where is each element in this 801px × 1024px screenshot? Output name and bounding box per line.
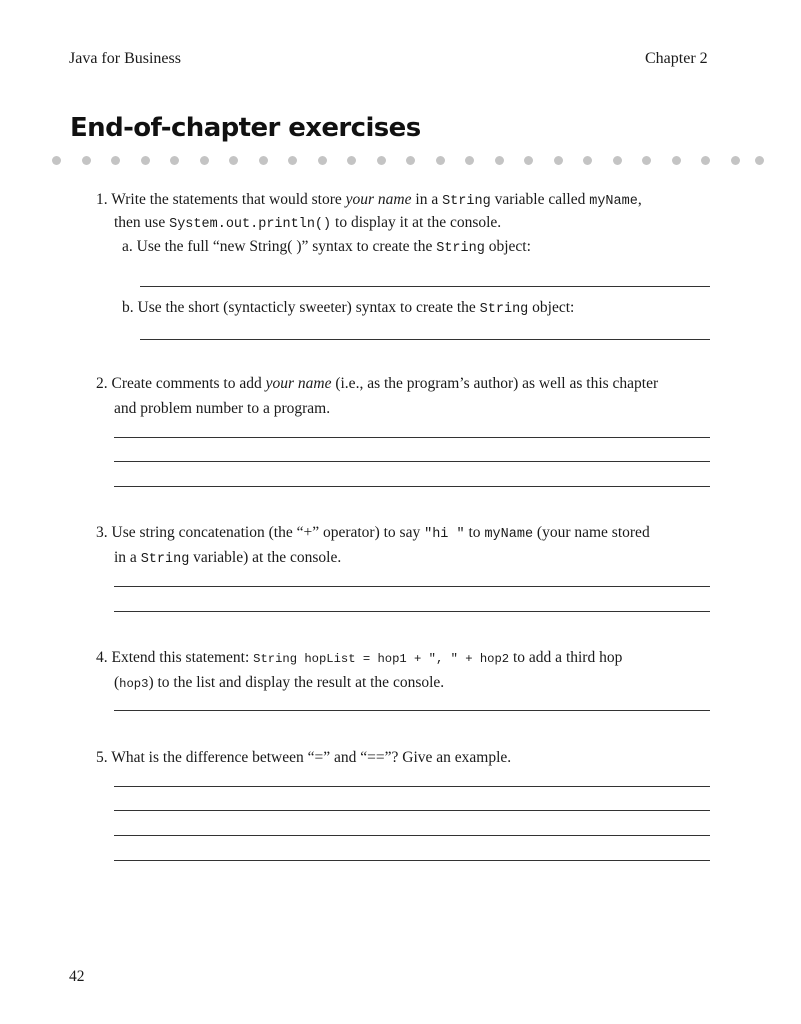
divider-dot xyxy=(613,156,622,165)
answer-line[interactable] xyxy=(114,786,710,787)
divider-dot xyxy=(495,156,504,165)
divider-dot xyxy=(583,156,592,165)
divider-dot xyxy=(554,156,563,165)
exercise-2-line-2: and problem number to a program. xyxy=(114,400,331,417)
answer-line[interactable] xyxy=(140,339,710,340)
text: to add a third hop xyxy=(509,649,623,666)
text: Use the short (syntacticly sweeter) syntax to create the xyxy=(137,299,480,316)
page-number: 42 xyxy=(69,968,85,985)
text: to display it at the console. xyxy=(331,214,502,231)
divider-dot xyxy=(288,156,297,165)
answer-line[interactable] xyxy=(114,710,710,711)
answer-line[interactable] xyxy=(114,586,710,587)
text: variable) at the console. xyxy=(189,549,342,566)
page-title: End-of-chapter exercises xyxy=(70,113,421,143)
divider-dot xyxy=(259,156,268,165)
text: , xyxy=(637,191,642,208)
divider-dot xyxy=(731,156,740,165)
running-header-book: Java for Business xyxy=(69,50,181,67)
text: ( xyxy=(114,674,120,691)
divider-dot xyxy=(111,156,120,165)
answer-line[interactable] xyxy=(114,461,710,462)
code: myName xyxy=(484,527,534,542)
emphasis: your name xyxy=(345,191,412,208)
exercise-4-line-1 xyxy=(96,648,622,669)
code: String xyxy=(442,194,491,209)
text: object: xyxy=(528,299,575,316)
divider-dot xyxy=(347,156,356,165)
answer-line[interactable] xyxy=(114,810,710,811)
code: String xyxy=(479,302,529,317)
text: (i.e., as the program’s author) as well as this chapter xyxy=(331,375,659,392)
divider-dot xyxy=(406,156,415,165)
answer-line[interactable] xyxy=(114,611,710,612)
code: myName xyxy=(589,194,638,209)
running-header-chapter: Chapter 2 xyxy=(645,50,708,67)
exercise-3-line-1 xyxy=(96,523,650,545)
exercise-2-number: 2. xyxy=(96,375,108,392)
answer-line[interactable] xyxy=(114,860,710,861)
text: Extend this statement: xyxy=(111,649,254,666)
text: to xyxy=(464,524,485,541)
code: String xyxy=(140,552,190,567)
divider-dot xyxy=(755,156,764,165)
text: Use the full “new String( )” syntax to create the xyxy=(136,238,437,255)
text: in a xyxy=(411,191,443,208)
divider-dot xyxy=(229,156,238,165)
divider-dot xyxy=(141,156,150,165)
exercise-1b xyxy=(122,298,574,320)
text: Create comments to add xyxy=(111,375,266,392)
code: String xyxy=(436,241,485,256)
answer-line[interactable] xyxy=(114,835,710,836)
text: (your name stored xyxy=(533,524,650,541)
exercise-1-number: 1. xyxy=(96,191,108,208)
exercise-1-line-2 xyxy=(114,213,501,235)
answer-line[interactable] xyxy=(140,286,710,287)
answer-line[interactable] xyxy=(114,486,710,487)
divider-dot xyxy=(672,156,681,165)
exercise-1a xyxy=(122,237,531,259)
code: hop3 xyxy=(119,677,149,691)
divider-dot xyxy=(436,156,445,165)
exercise-3-number: 3. xyxy=(96,524,108,541)
emphasis: your name xyxy=(265,375,332,392)
text: object: xyxy=(484,238,531,255)
code: System.out.println() xyxy=(169,217,332,232)
divider-dot xyxy=(170,156,179,165)
exercise-3-line-2 xyxy=(114,548,341,570)
exercise-5-line-1 xyxy=(96,748,511,768)
text: ) to the list and display the result at the console. xyxy=(148,674,445,691)
dotted-divider xyxy=(52,155,764,167)
text: then use xyxy=(114,214,170,231)
exercise-1a-label: a. xyxy=(122,238,133,255)
text: Use string concatenation (the “+” operator) to say xyxy=(111,524,425,541)
divider-dot xyxy=(642,156,651,165)
exercise-2-line-1 xyxy=(96,374,658,394)
code: "hi " xyxy=(424,527,465,542)
code: String hopList = hop1 + ", " + hop2 xyxy=(253,652,510,666)
divider-dot xyxy=(377,156,386,165)
answer-line[interactable] xyxy=(114,437,710,438)
text: What is the difference between “=” and “==”? Give an example. xyxy=(111,749,512,766)
divider-dot xyxy=(200,156,209,165)
divider-dot xyxy=(82,156,91,165)
divider-dot xyxy=(465,156,474,165)
text: variable called xyxy=(490,191,590,208)
text: in a xyxy=(114,549,141,566)
exercise-1-line-1 xyxy=(96,190,642,212)
exercise-5-number: 5. xyxy=(96,749,108,766)
divider-dot xyxy=(701,156,710,165)
exercise-4-number: 4. xyxy=(96,649,108,666)
exercise-1b-label: b. xyxy=(122,299,134,316)
text: Write the statements that would store xyxy=(111,191,346,208)
divider-dot xyxy=(524,156,533,165)
divider-dot xyxy=(52,156,61,165)
exercise-4-line-2 xyxy=(114,673,444,694)
divider-dot xyxy=(318,156,327,165)
